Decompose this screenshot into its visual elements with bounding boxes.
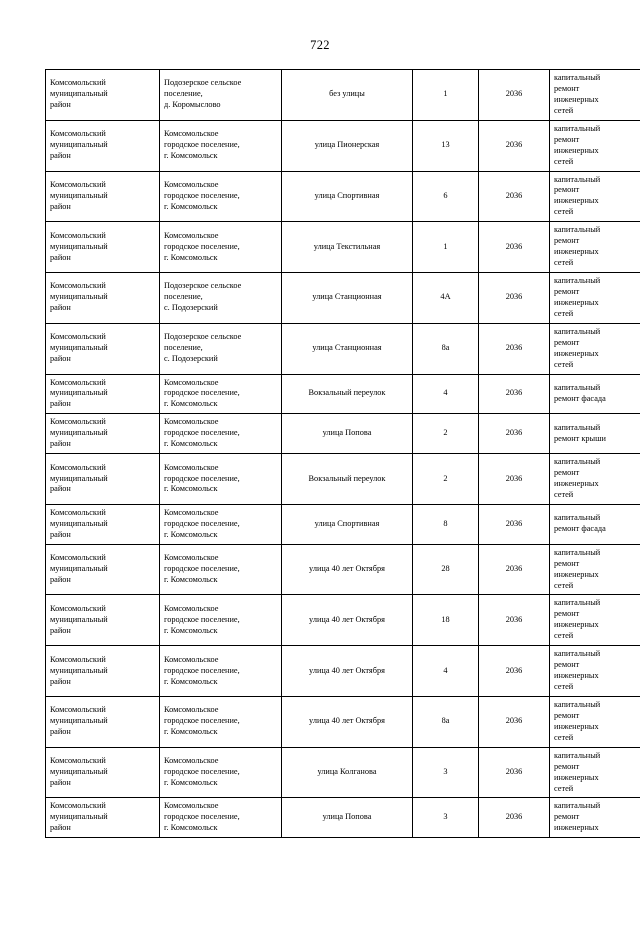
cell-year: 2036 bbox=[479, 374, 550, 414]
table-row bbox=[46, 374, 640, 414]
table-row bbox=[46, 747, 640, 798]
cell-settlement: Комсомольское городское поселение, г. Комсомольск bbox=[160, 222, 282, 273]
cell-street: улица 40 лет Октября bbox=[282, 646, 413, 697]
cell-street: улица 40 лет Октября bbox=[282, 696, 413, 747]
cell-district: Комсомольский муниципальный район bbox=[46, 414, 160, 454]
table-row bbox=[46, 222, 640, 273]
cell-year: 2036 bbox=[479, 414, 550, 454]
cell-house-number: 4 bbox=[413, 646, 479, 697]
page-number: 722 bbox=[0, 38, 640, 53]
cell-work-type: капитальный ремонт инженерных сетей bbox=[550, 646, 640, 697]
cell-settlement: Комсомольское городское поселение, г. Комсомольск bbox=[160, 374, 282, 414]
cell-district: Комсомольский муниципальный район bbox=[46, 504, 160, 544]
cell-street: Вокзальный переулок bbox=[282, 454, 413, 505]
cell-street: улица 40 лет Октября bbox=[282, 595, 413, 646]
cell-year: 2036 bbox=[479, 595, 550, 646]
cell-house-number: 18 bbox=[413, 595, 479, 646]
cell-work-type: капитальный ремонт инженерных сетей bbox=[550, 747, 640, 798]
cell-work-type: капитальный ремонт инженерных сетей bbox=[550, 595, 640, 646]
cell-district: Комсомольский муниципальный район bbox=[46, 454, 160, 505]
cell-district: Комсомольский муниципальный район bbox=[46, 595, 160, 646]
cell-district: Комсомольский муниципальный район bbox=[46, 222, 160, 273]
cell-year: 2036 bbox=[479, 222, 550, 273]
cell-street: улица Попова bbox=[282, 798, 413, 838]
cell-street: улица Станционная bbox=[282, 323, 413, 374]
cell-house-number: 6 bbox=[413, 171, 479, 222]
cell-settlement: Комсомольское городское поселение, г. Комсомольск bbox=[160, 747, 282, 798]
cell-district: Комсомольский муниципальный район bbox=[46, 120, 160, 171]
cell-settlement: Подозерское сельское поселение, д. Коромыслово bbox=[160, 70, 282, 121]
cell-year: 2036 bbox=[479, 798, 550, 838]
cell-district: Комсомольский муниципальный район bbox=[46, 747, 160, 798]
table-row bbox=[46, 273, 640, 324]
cell-year: 2036 bbox=[479, 171, 550, 222]
cell-street: улица Спортивная bbox=[282, 504, 413, 544]
cell-work-type: капитальный ремонт фасада bbox=[550, 504, 640, 544]
cell-district: Комсомольский муниципальный район bbox=[46, 273, 160, 324]
cell-year: 2036 bbox=[479, 273, 550, 324]
cell-work-type: капитальный ремонт инженерных сетей bbox=[550, 222, 640, 273]
cell-district: Комсомольский муниципальный район bbox=[46, 544, 160, 595]
table-row bbox=[46, 171, 640, 222]
cell-work-type: капитальный ремонт инженерных сетей bbox=[550, 171, 640, 222]
cell-street: улица Колганова bbox=[282, 747, 413, 798]
capital-repair-table bbox=[45, 69, 640, 838]
cell-year: 2036 bbox=[479, 454, 550, 505]
cell-house-number: 1 bbox=[413, 70, 479, 121]
cell-street: улица Спортивная bbox=[282, 171, 413, 222]
cell-house-number: 8 bbox=[413, 504, 479, 544]
cell-street: улица Попова bbox=[282, 414, 413, 454]
table-row bbox=[46, 544, 640, 595]
cell-settlement: Комсомольское городское поселение, г. Комсомольск bbox=[160, 454, 282, 505]
cell-year: 2036 bbox=[479, 504, 550, 544]
table-row bbox=[46, 696, 640, 747]
cell-year: 2036 bbox=[479, 544, 550, 595]
cell-district: Комсомольский муниципальный район bbox=[46, 323, 160, 374]
cell-house-number: 13 bbox=[413, 120, 479, 171]
table-row bbox=[46, 646, 640, 697]
cell-settlement: Комсомольское городское поселение, г. Комсомольск bbox=[160, 171, 282, 222]
cell-district: Комсомольский муниципальный район bbox=[46, 171, 160, 222]
cell-work-type: капитальный ремонт инженерных сетей bbox=[550, 544, 640, 595]
cell-work-type: капитальный ремонт инженерных bbox=[550, 798, 640, 838]
cell-settlement: Комсомольское городское поселение, г. Комсомольск bbox=[160, 414, 282, 454]
cell-street: улица Текстильная bbox=[282, 222, 413, 273]
cell-street: Вокзальный переулок bbox=[282, 374, 413, 414]
cell-work-type: капитальный ремонт крыши bbox=[550, 414, 640, 454]
table-row bbox=[46, 454, 640, 505]
cell-settlement: Комсомольское городское поселение, г. Комсомольск bbox=[160, 544, 282, 595]
cell-street: улица 40 лет Октября bbox=[282, 544, 413, 595]
cell-year: 2036 bbox=[479, 323, 550, 374]
cell-house-number: 2 bbox=[413, 454, 479, 505]
cell-house-number: 4 bbox=[413, 374, 479, 414]
table-row bbox=[46, 504, 640, 544]
cell-house-number: 8а bbox=[413, 696, 479, 747]
cell-district: Комсомольский муниципальный район bbox=[46, 70, 160, 121]
cell-house-number: 1 bbox=[413, 222, 479, 273]
cell-work-type: капитальный ремонт инженерных сетей bbox=[550, 323, 640, 374]
cell-work-type: капитальный ремонт инженерных сетей bbox=[550, 70, 640, 121]
document-page bbox=[0, 38, 640, 943]
cell-street: улица Станционная bbox=[282, 273, 413, 324]
cell-work-type: капитальный ремонт инженерных сетей bbox=[550, 454, 640, 505]
cell-year: 2036 bbox=[479, 696, 550, 747]
cell-year: 2036 bbox=[479, 120, 550, 171]
cell-house-number: 4А bbox=[413, 273, 479, 324]
cell-settlement: Комсомольское городское поселение, г. Комсомольск bbox=[160, 120, 282, 171]
table-body bbox=[46, 70, 640, 838]
table-row bbox=[46, 323, 640, 374]
table-row bbox=[46, 120, 640, 171]
cell-work-type: капитальный ремонт инженерных сетей bbox=[550, 120, 640, 171]
cell-settlement: Комсомольское городское поселение, г. Комсомольск bbox=[160, 595, 282, 646]
cell-house-number: 2 bbox=[413, 414, 479, 454]
cell-district: Комсомольский муниципальный район bbox=[46, 696, 160, 747]
cell-house-number: 28 bbox=[413, 544, 479, 595]
table-row bbox=[46, 798, 640, 838]
cell-work-type: капитальный ремонт фасада bbox=[550, 374, 640, 414]
table-row bbox=[46, 70, 640, 121]
cell-street: улица Пионерская bbox=[282, 120, 413, 171]
table-row bbox=[46, 595, 640, 646]
cell-year: 2036 bbox=[479, 70, 550, 121]
cell-house-number: 3 bbox=[413, 747, 479, 798]
cell-house-number: 8а bbox=[413, 323, 479, 374]
table-row bbox=[46, 414, 640, 454]
cell-settlement: Комсомольское городское поселение, г. Комсомольск bbox=[160, 646, 282, 697]
cell-house-number: 3 bbox=[413, 798, 479, 838]
cell-year: 2036 bbox=[479, 646, 550, 697]
cell-district: Комсомольский муниципальный район bbox=[46, 646, 160, 697]
cell-district: Комсомольский муниципальный район bbox=[46, 798, 160, 838]
cell-year: 2036 bbox=[479, 747, 550, 798]
cell-settlement: Подозерское сельское поселение, с. Подозерский bbox=[160, 323, 282, 374]
cell-settlement: Комсомольское городское поселение, г. Комсомольск bbox=[160, 504, 282, 544]
cell-work-type: капитальный ремонт инженерных сетей bbox=[550, 696, 640, 747]
cell-work-type: капитальный ремонт инженерных сетей bbox=[550, 273, 640, 324]
cell-settlement: Комсомольское городское поселение, г. Комсомольск bbox=[160, 798, 282, 838]
cell-street: без улицы bbox=[282, 70, 413, 121]
cell-settlement: Комсомольское городское поселение, г. Комсомольск bbox=[160, 696, 282, 747]
cell-district: Комсомольский муниципальный район bbox=[46, 374, 160, 414]
cell-settlement: Подозерское сельское поселение, с. Подозерский bbox=[160, 273, 282, 324]
